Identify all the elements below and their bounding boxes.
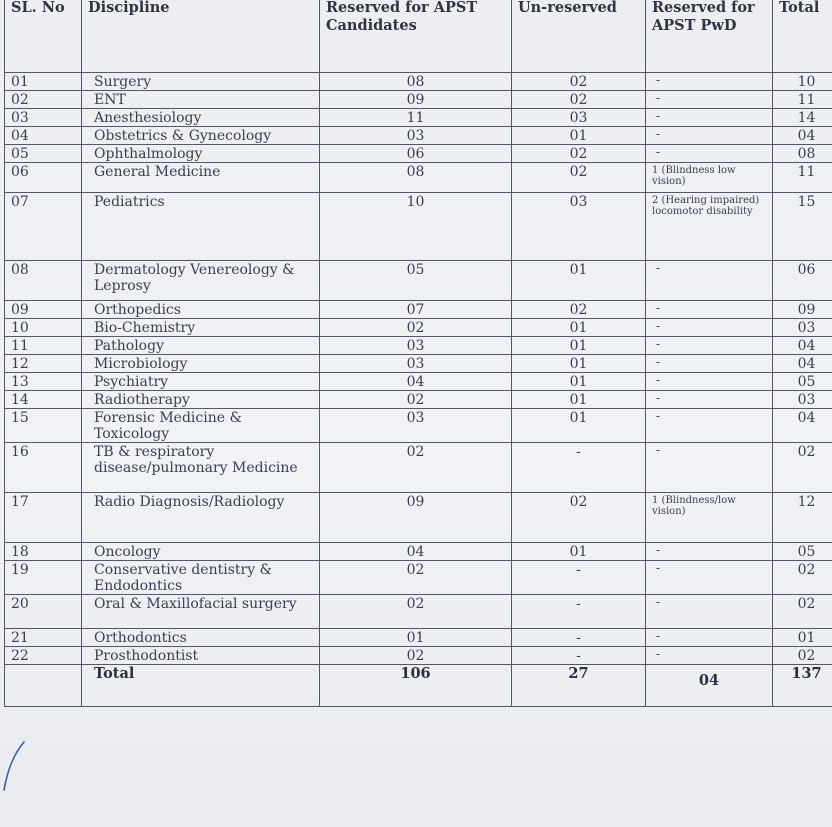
table-row	[5, 629, 832, 647]
row-total: 03	[773, 391, 832, 409]
totals-label: Total	[82, 665, 320, 707]
table-row	[5, 91, 832, 109]
row-discipline: Obstetrics & Gynecology	[82, 127, 320, 145]
row-unreserved: 02	[512, 91, 646, 109]
header-reserved-apst: Reserved for APST Candidates	[320, 0, 512, 73]
row-total: 15	[773, 193, 832, 261]
row-sl-no: 09	[5, 301, 82, 319]
table-row	[5, 319, 832, 337]
row-discipline: Orthopedics	[82, 301, 320, 319]
row-reserved-pwd: -	[646, 391, 773, 409]
row-reserved-pwd: -	[646, 145, 773, 163]
row-discipline: Pathology	[82, 337, 320, 355]
row-total: 04	[773, 409, 832, 443]
row-unreserved: 03	[512, 109, 646, 127]
row-reserved-apst: 08	[320, 73, 512, 91]
row-reserved-pwd: -	[646, 561, 773, 595]
totals-sl-cell	[5, 665, 82, 707]
row-unreserved: 01	[512, 127, 646, 145]
row-discipline: TB & respiratory disease/pulmonary Medicine	[82, 443, 320, 493]
table-row	[5, 73, 832, 91]
row-total: 02	[773, 595, 832, 629]
row-sl-no: 11	[5, 337, 82, 355]
header-total: Total	[773, 0, 832, 73]
header-sl-no: SL. No	[5, 0, 82, 73]
row-total: 04	[773, 127, 832, 145]
table-row	[5, 301, 832, 319]
row-reserved-apst: 04	[320, 543, 512, 561]
row-total: 14	[773, 109, 832, 127]
totals-row	[5, 665, 832, 707]
row-reserved-apst: 02	[320, 647, 512, 665]
table-row	[5, 443, 832, 493]
row-sl-no: 15	[5, 409, 82, 443]
row-reserved-apst: 02	[320, 391, 512, 409]
table-row	[5, 543, 832, 561]
row-discipline: Prosthodontist	[82, 647, 320, 665]
row-unreserved: -	[512, 595, 646, 629]
row-reserved-pwd: -	[646, 409, 773, 443]
row-reserved-apst: 03	[320, 409, 512, 443]
row-unreserved: 02	[512, 493, 646, 543]
table-row	[5, 595, 832, 629]
row-reserved-apst: 02	[320, 443, 512, 493]
row-reserved-pwd: -	[646, 127, 773, 145]
row-total: 05	[773, 373, 832, 391]
row-reserved-pwd: -	[646, 337, 773, 355]
row-reserved-apst: 09	[320, 493, 512, 543]
row-unreserved: 01	[512, 337, 646, 355]
totals-apst: 106	[320, 665, 512, 707]
row-sl-no: 19	[5, 561, 82, 595]
row-unreserved: 02	[512, 145, 646, 163]
row-total: 06	[773, 261, 832, 301]
row-unreserved: 02	[512, 163, 646, 193]
row-reserved-pwd: -	[646, 319, 773, 337]
row-discipline: Anesthesiology	[82, 109, 320, 127]
row-unreserved: 01	[512, 261, 646, 301]
totals-total: 137	[773, 665, 832, 707]
header-row	[5, 0, 832, 73]
table-row	[5, 355, 832, 373]
row-reserved-pwd: -	[646, 629, 773, 647]
row-total: 01	[773, 629, 832, 647]
row-reserved-apst: 01	[320, 629, 512, 647]
row-total: 03	[773, 319, 832, 337]
row-discipline: Radio Diagnosis/Radiology	[82, 493, 320, 543]
row-discipline: Conservative dentistry & Endodontics	[82, 561, 320, 595]
row-discipline: Bio-Chemistry	[82, 319, 320, 337]
totals-unreserved: 27	[512, 665, 646, 707]
row-sl-no: 03	[5, 109, 82, 127]
row-sl-no: 07	[5, 193, 82, 261]
row-sl-no: 21	[5, 629, 82, 647]
row-reserved-pwd: 1 (Blindness/low vision)	[646, 493, 773, 543]
table-row	[5, 145, 832, 163]
row-sl-no: 12	[5, 355, 82, 373]
row-discipline: Oral & Maxillofacial surgery	[82, 595, 320, 629]
table-row	[5, 391, 832, 409]
header-discipline: Discipline	[82, 0, 320, 73]
row-reserved-apst: 02	[320, 319, 512, 337]
table-row	[5, 561, 832, 595]
seat-distribution-table	[4, 0, 832, 707]
row-reserved-apst: 06	[320, 145, 512, 163]
row-reserved-apst: 02	[320, 561, 512, 595]
row-total: 02	[773, 561, 832, 595]
row-sl-no: 14	[5, 391, 82, 409]
row-sl-no: 22	[5, 647, 82, 665]
row-sl-no: 13	[5, 373, 82, 391]
row-total: 04	[773, 337, 832, 355]
row-total: 05	[773, 543, 832, 561]
row-reserved-apst: 04	[320, 373, 512, 391]
table-row	[5, 493, 832, 543]
row-unreserved: 01	[512, 391, 646, 409]
row-reserved-pwd: -	[646, 373, 773, 391]
row-unreserved: 03	[512, 193, 646, 261]
row-discipline: General Medicine	[82, 163, 320, 193]
row-reserved-apst: 10	[320, 193, 512, 261]
row-reserved-apst: 11	[320, 109, 512, 127]
row-discipline: Pediatrics	[82, 193, 320, 261]
row-discipline: Dermatology Venereology & Leprosy	[82, 261, 320, 301]
row-sl-no: 04	[5, 127, 82, 145]
row-total: 11	[773, 163, 832, 193]
row-discipline: Surgery	[82, 73, 320, 91]
row-total: 12	[773, 493, 832, 543]
row-sl-no: 16	[5, 443, 82, 493]
row-reserved-pwd: -	[646, 91, 773, 109]
row-unreserved: 01	[512, 319, 646, 337]
row-discipline: Oncology	[82, 543, 320, 561]
row-total: 08	[773, 145, 832, 163]
pen-mark-icon	[0, 740, 28, 792]
row-unreserved: 01	[512, 355, 646, 373]
row-total: 02	[773, 443, 832, 493]
row-reserved-pwd: 2 (Hearing impaired) locomotor disability	[646, 193, 773, 261]
row-total: 04	[773, 355, 832, 373]
row-total: 09	[773, 301, 832, 319]
row-discipline: Ophthalmology	[82, 145, 320, 163]
row-sl-no: 01	[5, 73, 82, 91]
row-reserved-apst: 07	[320, 301, 512, 319]
row-total: 10	[773, 73, 832, 91]
row-sl-no: 05	[5, 145, 82, 163]
row-sl-no: 02	[5, 91, 82, 109]
row-unreserved: -	[512, 443, 646, 493]
row-sl-no: 08	[5, 261, 82, 301]
row-unreserved: 02	[512, 73, 646, 91]
row-reserved-pwd: -	[646, 301, 773, 319]
row-reserved-pwd: -	[646, 261, 773, 301]
table-row	[5, 163, 832, 193]
row-reserved-pwd: -	[646, 73, 773, 91]
totals-pwd: 04	[646, 665, 773, 707]
row-total: 02	[773, 647, 832, 665]
header-unreserved: Un-reserved	[512, 0, 646, 73]
row-reserved-pwd: -	[646, 647, 773, 665]
row-discipline: Radiotherapy	[82, 391, 320, 409]
row-unreserved: -	[512, 561, 646, 595]
row-reserved-apst: 03	[320, 337, 512, 355]
table-row	[5, 373, 832, 391]
row-unreserved: -	[512, 647, 646, 665]
row-unreserved: 01	[512, 409, 646, 443]
row-reserved-apst: 05	[320, 261, 512, 301]
table-row	[5, 109, 832, 127]
row-reserved-apst: 09	[320, 91, 512, 109]
row-sl-no: 18	[5, 543, 82, 561]
row-sl-no: 10	[5, 319, 82, 337]
row-sl-no: 20	[5, 595, 82, 629]
row-discipline: Orthodontics	[82, 629, 320, 647]
row-reserved-apst: 08	[320, 163, 512, 193]
row-reserved-apst: 02	[320, 595, 512, 629]
row-unreserved: 01	[512, 373, 646, 391]
table-row	[5, 127, 832, 145]
row-reserved-pwd: 1 (Blindness low vision)	[646, 163, 773, 193]
row-reserved-pwd: -	[646, 595, 773, 629]
row-discipline: Microbiology	[82, 355, 320, 373]
row-reserved-apst: 03	[320, 127, 512, 145]
table-row	[5, 261, 832, 301]
row-unreserved: 01	[512, 543, 646, 561]
row-sl-no: 06	[5, 163, 82, 193]
table-body	[5, 73, 832, 707]
row-reserved-pwd: -	[646, 443, 773, 493]
table-row	[5, 409, 832, 443]
row-discipline: Psychiatry	[82, 373, 320, 391]
row-unreserved: -	[512, 629, 646, 647]
row-discipline: ENT	[82, 91, 320, 109]
header-reserved-pwd: Reserved for APST PwD	[646, 0, 773, 73]
row-reserved-pwd: -	[646, 109, 773, 127]
row-reserved-pwd: -	[646, 355, 773, 373]
row-reserved-pwd: -	[646, 543, 773, 561]
row-sl-no: 17	[5, 493, 82, 543]
row-total: 11	[773, 91, 832, 109]
table-row	[5, 193, 832, 261]
row-discipline: Forensic Medicine & Toxicology	[82, 409, 320, 443]
table-row	[5, 337, 832, 355]
table-row	[5, 647, 832, 665]
row-reserved-apst: 03	[320, 355, 512, 373]
row-unreserved: 02	[512, 301, 646, 319]
